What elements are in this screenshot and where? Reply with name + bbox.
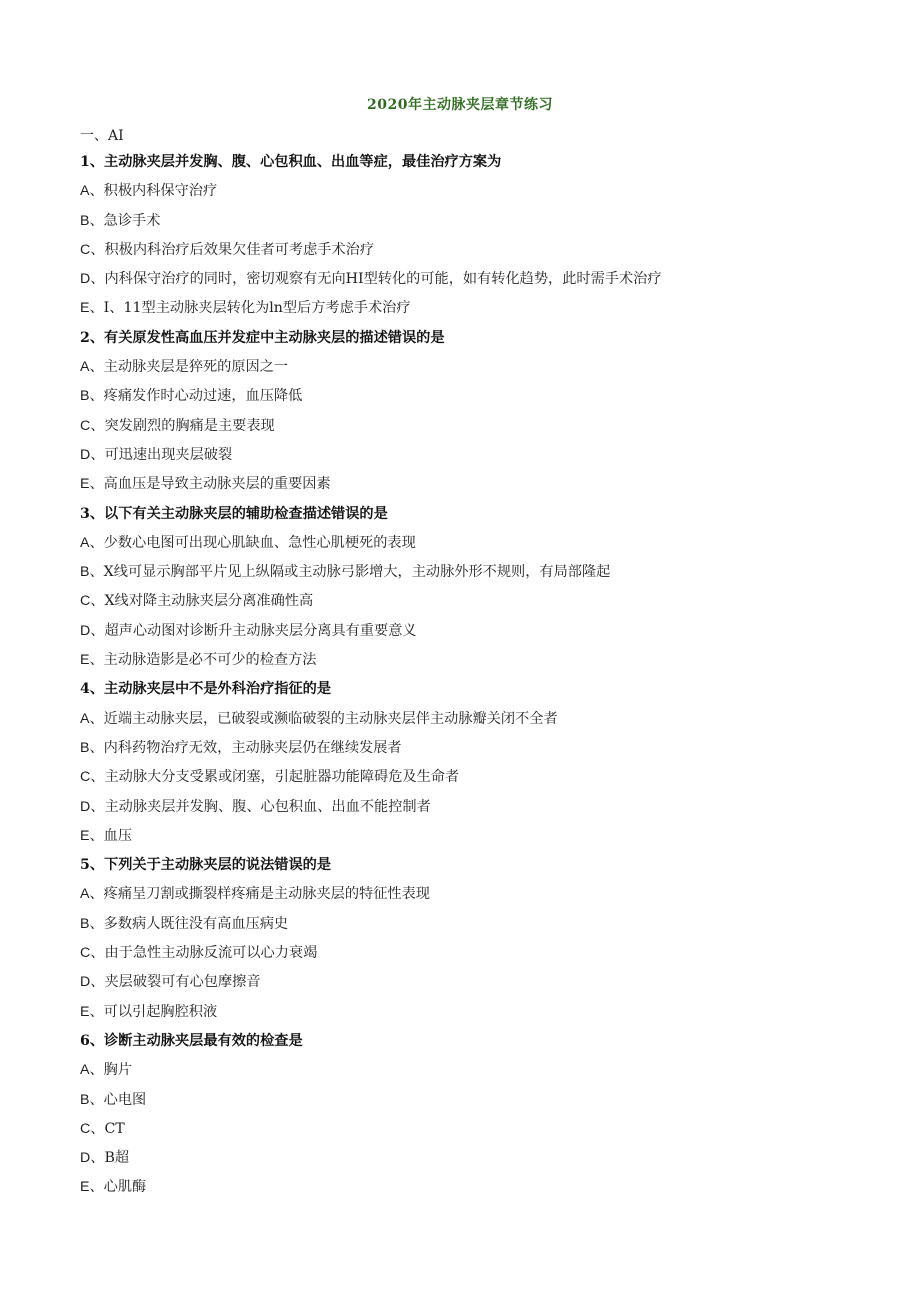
option-5-a: [80, 884, 860, 913]
question-4: 4、主动脉夹层中不是外科治疗指征的是: [80, 681, 332, 698]
option-1-d: [80, 269, 860, 298]
option-text: 血压: [103, 827, 133, 844]
option-letter: B、: [80, 1091, 104, 1108]
option-letter: A、: [80, 1062, 104, 1079]
option-text: 内科药物治疗无效，主动脉夹层仍在继续发展者: [103, 739, 402, 756]
option-1-c: [80, 240, 860, 269]
option-letter: B、: [80, 739, 104, 756]
option-text: 可迅速出现夹层破裂: [104, 446, 233, 463]
option-letter: E、: [80, 652, 104, 669]
option-text: 疼痛呈刀割或撕裂样疼痛是主动脉夹层的特征性表现: [103, 886, 430, 903]
option-5-b: [80, 914, 860, 943]
option-letter: A、: [80, 710, 104, 727]
option-letter: A、: [80, 183, 104, 200]
option-letter: E、: [80, 1179, 104, 1196]
question-2: 2、有关原发性高血压并发症中主动脉夹层的描述错误的是: [80, 329, 445, 346]
option-2-e: [80, 474, 860, 503]
option-4-b: [80, 738, 860, 767]
option-text: 心电图: [103, 1091, 147, 1108]
option-6-b: [80, 1090, 860, 1119]
option-letter: C、: [80, 945, 105, 962]
option-1-b: [80, 211, 860, 240]
option-letter: A、: [80, 886, 104, 903]
option-letter: C、: [80, 417, 105, 434]
option-text: X线可显示胸部平片见上纵隔或主动脉弓影增大，主动脉外形不规则，有局部隆起: [103, 564, 611, 581]
option-4-a: [80, 709, 860, 738]
option-text: 积极内科保守治疗: [103, 183, 218, 200]
option-4-e: [80, 826, 860, 855]
question-5: 5、下列关于主动脉夹层的说法错误的是: [80, 857, 332, 874]
option-text: B超: [104, 1150, 130, 1167]
page-title: 2020年主动脉夹层章节练习: [367, 97, 553, 113]
option-text: 内科保守治疗的同时，密切观察有无向HI型转化的可能，如有转化趋势，此时需手术治疗: [104, 271, 662, 288]
option-text: CT: [104, 1120, 125, 1137]
option-text: 急诊手术: [103, 212, 161, 229]
option-text: 突发剧烈的胸痛是主要表现: [104, 417, 275, 434]
option-text: 主动脉造影是必不可少的检查方法: [103, 652, 317, 669]
option-1-e: [80, 298, 860, 327]
option-2-d: [80, 445, 860, 474]
option-letter: B、: [80, 915, 104, 932]
option-text: 近端主动脉夹层，已破裂或濒临破裂的主动脉夹层伴主动脉瓣关闭不全者: [103, 710, 558, 727]
question-list: [80, 152, 860, 1207]
option-letter: D、: [80, 446, 105, 463]
option-letter: C、: [80, 769, 105, 786]
question-1: 1、主动脉夹层并发胸、腹、心包积血、出血等症，最佳治疗方案为: [80, 154, 502, 170]
option-letter: C、: [80, 241, 105, 258]
option-letter: E、: [80, 476, 104, 493]
option-text: 可以引起胸腔积液: [103, 1003, 218, 1020]
option-letter: C、: [80, 593, 105, 610]
option-3-d: [80, 621, 860, 650]
option-text: 主动脉大分支受累或闭塞，引起脏器功能障碍危及生命者: [104, 769, 460, 786]
option-text: I、11型主动脉夹层转化为ln型后方考虑手术治疗: [103, 300, 411, 317]
option-text: 积极内科治疗后效果欠佳者可考虑手术治疗: [104, 241, 375, 258]
option-text: X线对降主动脉夹层分离准确性高: [104, 593, 314, 610]
option-letter: D、: [80, 974, 105, 991]
option-3-c: [80, 591, 860, 620]
option-5-e: [80, 1002, 860, 1031]
option-5-c: [80, 943, 860, 972]
option-3-e: [80, 650, 860, 679]
section-label: 一、AI: [80, 128, 124, 144]
option-text: 主动脉夹层并发胸、腹、心包积血、出血不能控制者: [104, 798, 431, 815]
option-6-c: [80, 1119, 860, 1148]
option-5-d: [80, 972, 860, 1001]
option-letter: E、: [80, 300, 104, 317]
option-1-a: [80, 181, 860, 210]
option-text: 主动脉夹层是猝死的原因之一: [103, 359, 289, 376]
option-text: 疼痛发作时心动过速，血压降低: [103, 388, 303, 405]
option-text: 高血压是导致主动脉夹层的重要因素: [103, 476, 331, 493]
option-text: 胸片: [103, 1062, 133, 1079]
option-text: 超声心动图对诊断升主动脉夹层分离具有重要意义: [104, 622, 417, 639]
option-text: 多数病人既往没有高血压病史: [103, 915, 289, 932]
question-6: 6、诊断主动脉夹层最有效的检查是: [80, 1032, 303, 1049]
option-letter: D、: [80, 622, 105, 639]
question-3: 3、以下有关主动脉夹层的辅助检查描述错误的是: [80, 505, 388, 522]
option-6-a: [80, 1060, 860, 1089]
option-letter: D、: [80, 798, 105, 815]
option-2-c: [80, 416, 860, 445]
option-letter: E、: [80, 1003, 104, 1020]
option-letter: D、: [80, 1150, 105, 1167]
option-6-e: [80, 1177, 860, 1206]
option-letter: B、: [80, 212, 104, 229]
option-text: 由于急性主动脉反流可以心力衰竭: [104, 945, 318, 962]
option-3-a: [80, 533, 860, 562]
option-letter: C、: [80, 1120, 105, 1137]
option-4-d: [80, 797, 860, 826]
option-3-b: [80, 562, 860, 591]
option-2-a: [80, 357, 860, 386]
option-letter: B、: [80, 388, 104, 405]
option-4-c: [80, 767, 860, 796]
option-letter: A、: [80, 359, 104, 376]
option-text: 心肌酶: [103, 1179, 147, 1196]
option-letter: D、: [80, 271, 105, 288]
option-letter: A、: [80, 534, 104, 551]
option-2-b: [80, 386, 860, 415]
option-letter: B、: [80, 564, 104, 581]
option-text: 夹层破裂可有心包摩擦音: [104, 974, 261, 991]
option-6-d: [80, 1148, 860, 1177]
option-text: 少数心电图可出现心肌缺血、急性心肌梗死的表现: [103, 534, 416, 551]
option-letter: E、: [80, 827, 104, 844]
